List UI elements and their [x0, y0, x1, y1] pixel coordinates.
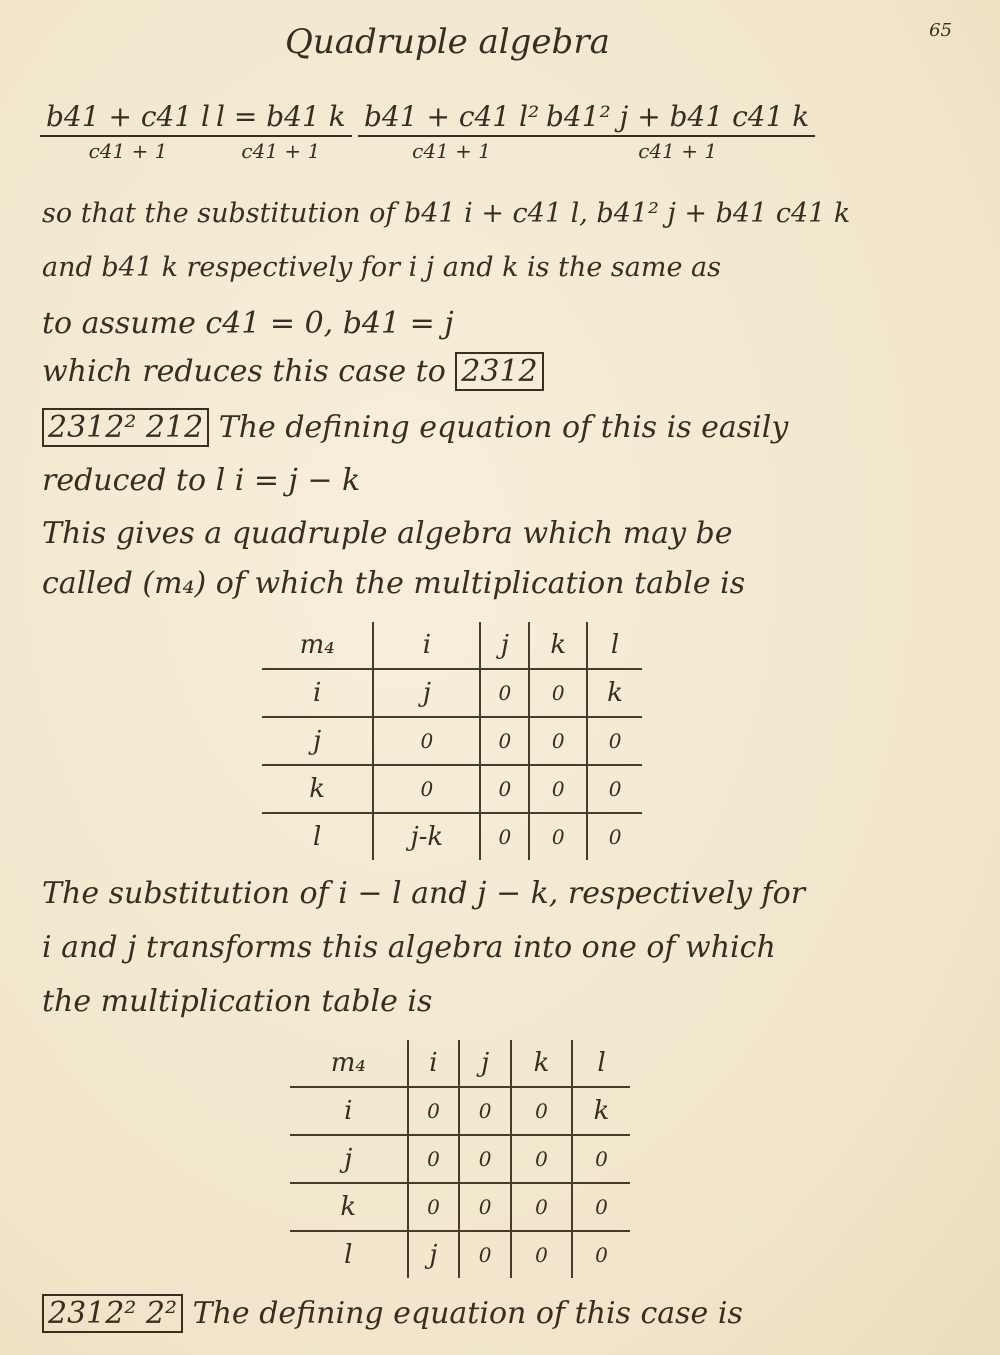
table-cell: i — [262, 669, 373, 717]
text-line-7: This gives a quadruple algebra which may be — [42, 516, 733, 551]
table-cell: k — [572, 1087, 630, 1135]
table-cell: 0 — [608, 825, 622, 849]
table-cell: 0 — [459, 1087, 511, 1135]
table-cell: 0 — [511, 1135, 572, 1183]
table-header-cell: l — [587, 622, 642, 669]
text-line-12-text: The defining equation of this case is — [183, 1296, 743, 1331]
table-header-cell: l — [572, 1040, 630, 1087]
table-header-cell: i — [373, 622, 480, 669]
table-cell: 0 — [572, 1135, 630, 1183]
table-cell: 0 — [480, 765, 529, 813]
table-cell: i — [290, 1087, 408, 1135]
table-cell: 0 — [529, 717, 587, 765]
table-row — [290, 1183, 630, 1231]
text-line-8: called (m₄) of which the multiplication table is — [42, 566, 746, 601]
fraction-1 — [40, 100, 216, 163]
text-line-5-text: The defining equation of this is easily — [209, 410, 789, 445]
fraction-denominator: c41 + 1 — [412, 139, 492, 163]
text-line-2: and b41 k respectively for i j and k is the same as — [42, 252, 721, 283]
table-cell: 0 — [529, 669, 587, 717]
table-header-cell: m₄ — [262, 622, 373, 669]
table-cell: l — [290, 1231, 408, 1278]
table-row — [262, 765, 642, 813]
case-label-box: 2312² 212 — [42, 408, 209, 447]
table-cell: j-k — [373, 813, 480, 860]
fraction-numerator: b41 + c41 l² — [358, 100, 545, 137]
table-cell: 0 — [459, 1231, 511, 1278]
table-cell: 0 — [572, 1183, 630, 1231]
fraction-numerator: l = b41 k — [210, 100, 352, 137]
fraction-4 — [540, 100, 815, 163]
table-header-row — [290, 1040, 630, 1087]
table-cell: 0 — [373, 765, 480, 813]
table-cell: 0 — [529, 813, 587, 860]
fraction-denominator: c41 + 1 — [638, 139, 718, 163]
fraction-denominator: c41 + 1 — [241, 139, 321, 163]
table-cell: 0 — [459, 1183, 511, 1231]
table-cell: k — [290, 1183, 408, 1231]
table-cell: k — [587, 669, 642, 717]
table-cell: 0 — [373, 717, 480, 765]
text-line-12 — [42, 1296, 743, 1331]
multiplication-table-1 — [262, 622, 642, 860]
fraction-numerator: b41 + c41 l — [40, 100, 216, 137]
text-line-4-text: which reduces this case to — [42, 354, 456, 389]
table-row — [262, 813, 642, 860]
text-line-3: to assume c41 = 0, b41 = j — [42, 306, 454, 341]
text-line-4 — [42, 354, 544, 389]
table-header-cell: j — [480, 622, 529, 669]
multiplication-table-2 — [290, 1040, 630, 1278]
table-cell: 0 — [511, 1183, 572, 1231]
table-header-cell: k — [511, 1040, 572, 1087]
fraction-numerator: b41² j + b41 c41 k — [540, 100, 815, 137]
table-header-cell: j — [459, 1040, 511, 1087]
fraction-row — [40, 100, 820, 180]
table-header-row — [262, 622, 642, 669]
table-cell: 0 — [480, 717, 529, 765]
text-line-10: i and j transforms this algebra into one of which — [42, 930, 776, 965]
page-number: 65 — [929, 20, 952, 41]
table-cell: k — [262, 765, 373, 813]
table-row — [290, 1087, 630, 1135]
table-cell: 0 — [408, 1087, 460, 1135]
page-title: Quadruple algebra — [285, 22, 610, 62]
text-line-11: the multiplication table is — [42, 984, 433, 1019]
text-line-1: so that the substitution of b41 i + c41 l, b41² j + b41 c41 k — [42, 198, 851, 229]
table-cell: 0 — [459, 1135, 511, 1183]
table-cell: 0 — [511, 1087, 572, 1135]
table-cell: j — [290, 1135, 408, 1183]
table-row — [262, 717, 642, 765]
fraction-denominator: c41 + 1 — [88, 139, 168, 163]
text-line-9: The substitution of i − l and j − k, respectively for — [42, 876, 806, 911]
table-cell: j — [408, 1231, 460, 1278]
table-cell: 0 — [595, 1243, 608, 1267]
text-line-5 — [42, 410, 788, 445]
table-header-cell: m₄ — [290, 1040, 408, 1087]
table-row — [290, 1135, 630, 1183]
table-cell: 0 — [408, 1135, 460, 1183]
table-cell: 0 — [587, 765, 642, 813]
table-cell: 0 — [480, 813, 529, 860]
table-cell: 0 — [529, 765, 587, 813]
table-header-cell: k — [529, 622, 587, 669]
case-label-box: 2312² 2² — [42, 1294, 183, 1333]
case-label-box: 2312 — [455, 352, 543, 391]
table-row — [262, 669, 642, 717]
table-cell: 0 — [587, 717, 642, 765]
table-cell: j — [262, 717, 373, 765]
table-cell: 0 — [511, 1231, 572, 1278]
table-row — [290, 1231, 630, 1278]
table-cell: l — [262, 813, 373, 860]
text-line-6: reduced to l i = j − k — [42, 463, 361, 498]
table-cell: j — [373, 669, 480, 717]
table-header-cell: i — [408, 1040, 460, 1087]
fraction-3 — [358, 100, 545, 163]
fraction-2 — [210, 100, 352, 163]
table-cell: 0 — [408, 1183, 460, 1231]
table-cell: 0 — [480, 669, 529, 717]
